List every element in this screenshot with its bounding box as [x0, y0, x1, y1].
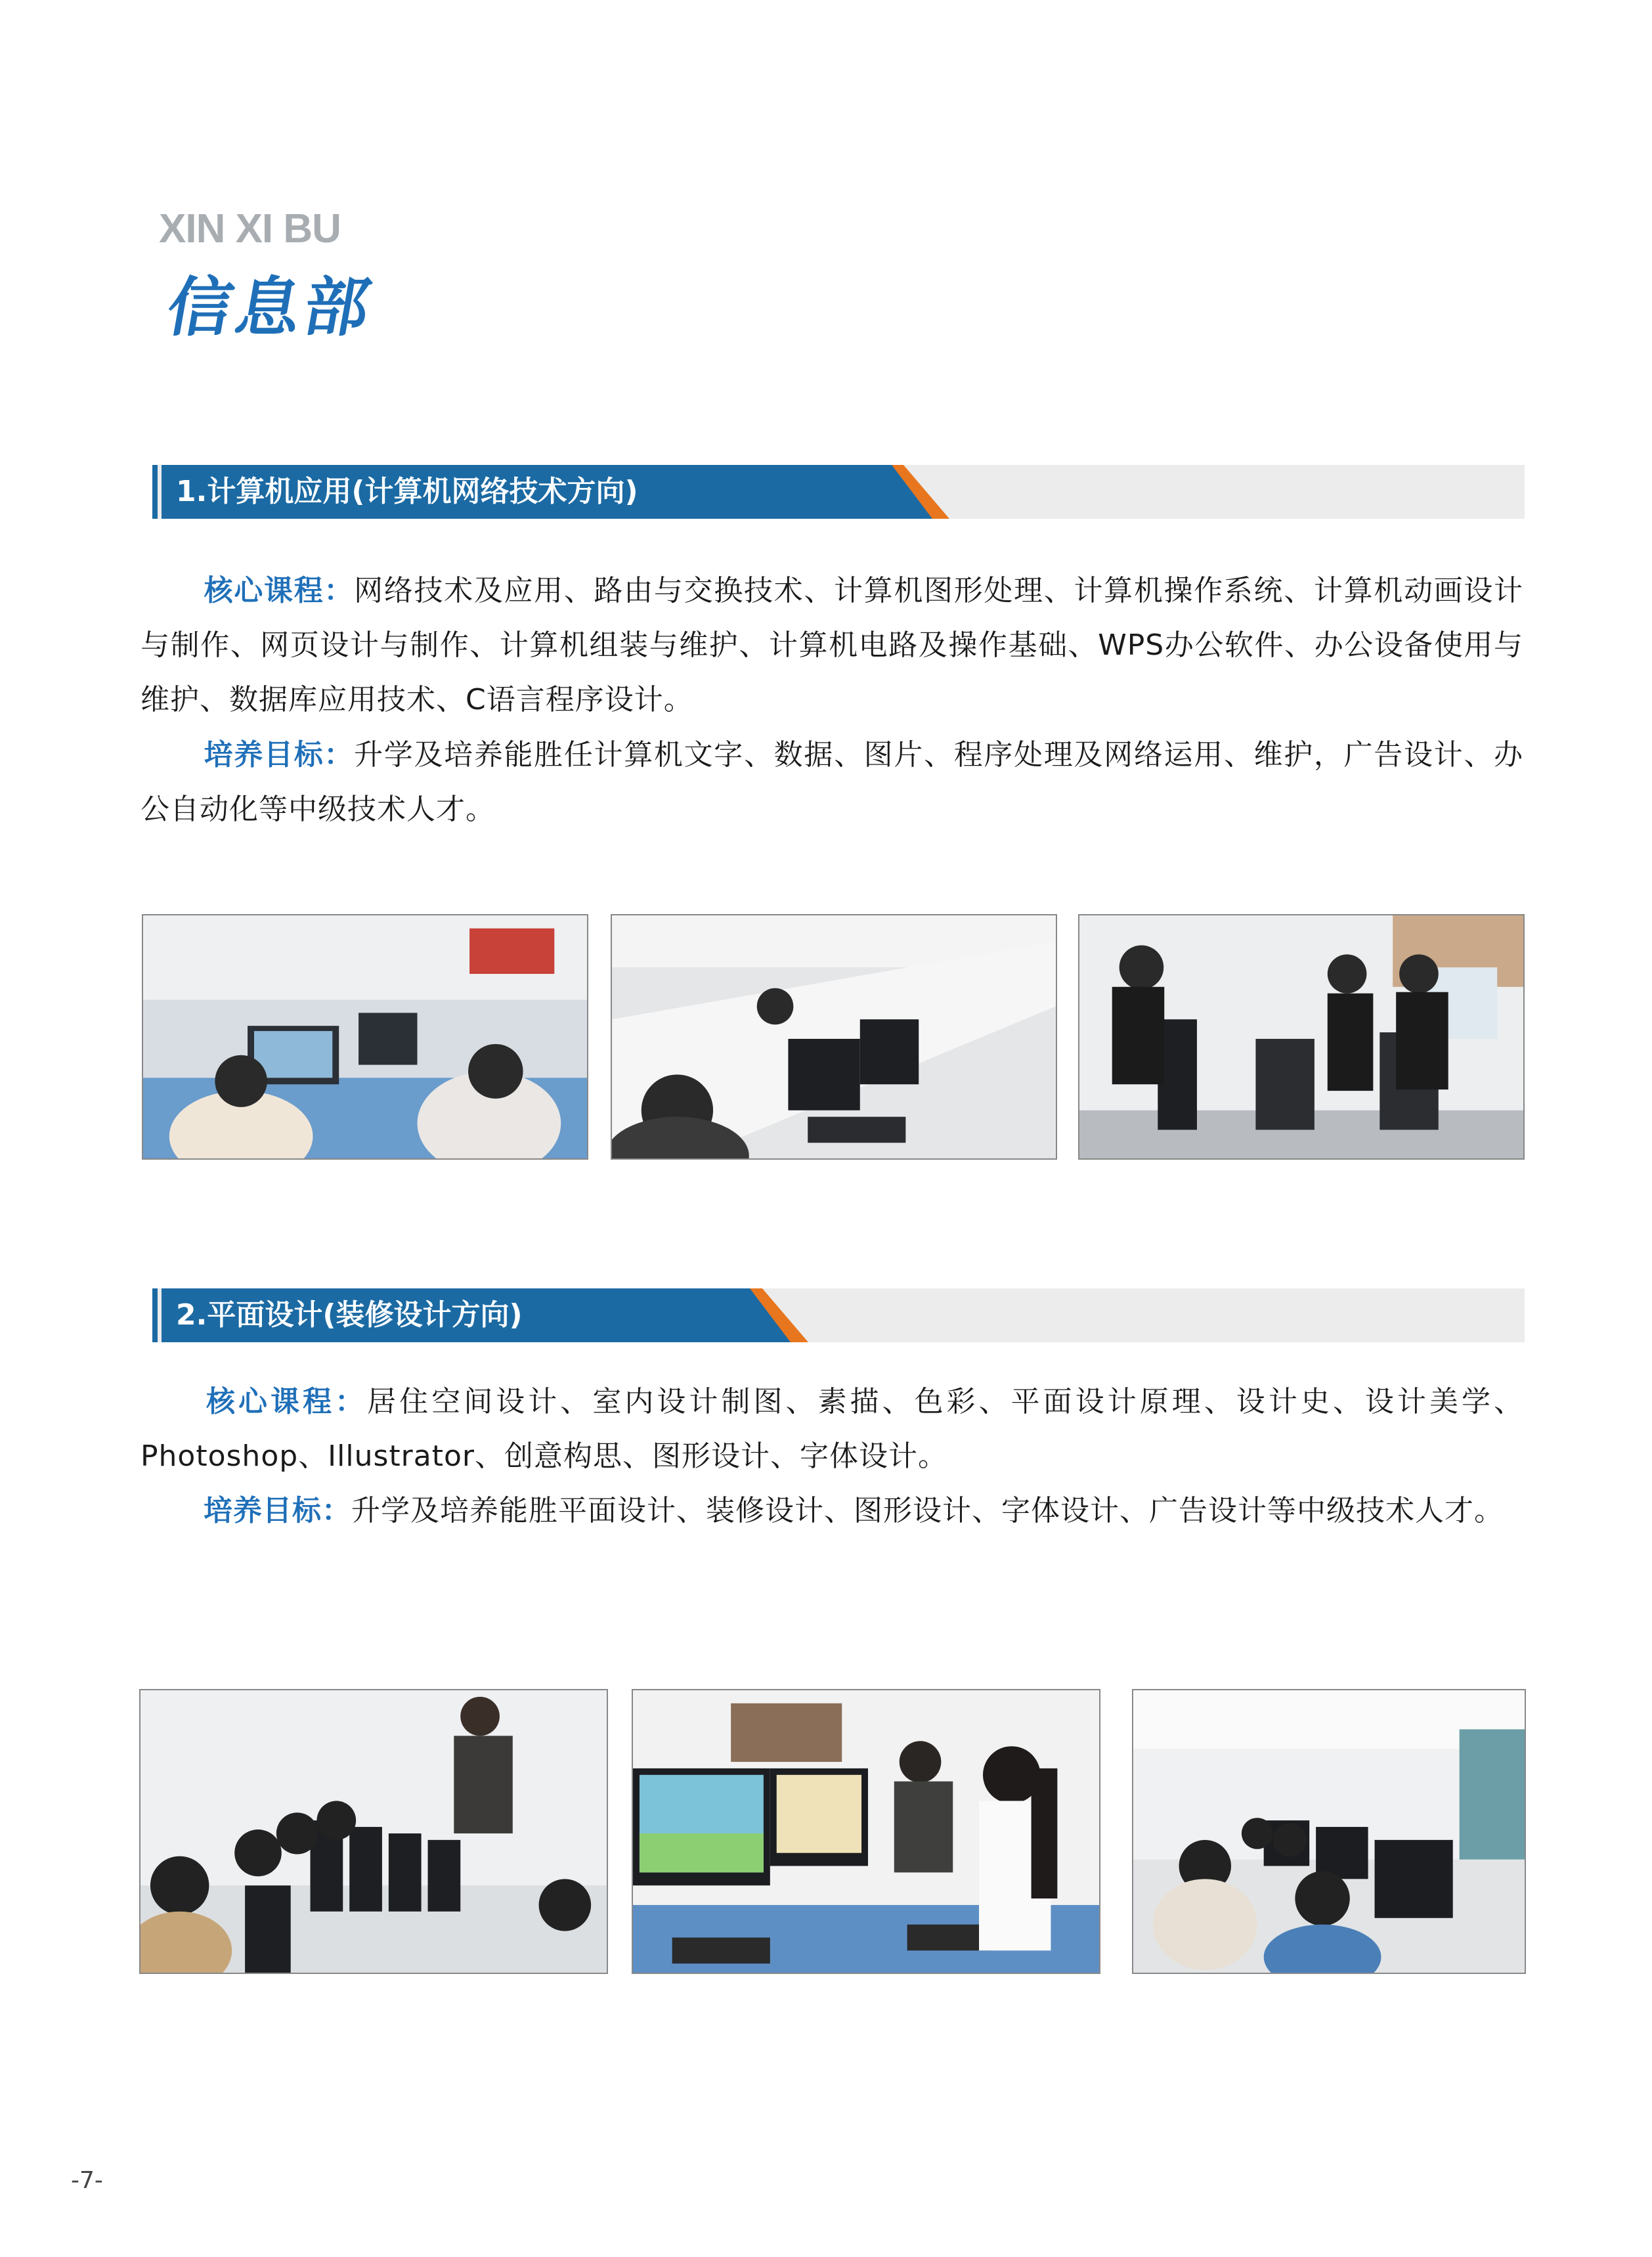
goal-label: 培养目标：: [204, 1494, 351, 1527]
section-heading-bar-1: [152, 465, 1525, 519]
core-label: 核心课程：: [204, 1385, 368, 1418]
classroom-photo-4: [139, 1689, 608, 1974]
classroom-photo-5: [632, 1689, 1100, 1974]
header-pinyin: XIN XI BU: [159, 206, 341, 252]
core-label: 核心课程：: [204, 574, 355, 607]
goal-text: 升学及培养能胜平面设计、装修设计、图形设计、字体设计、广告设计等中级技术人才。: [351, 1494, 1504, 1527]
section-2-training-goal: [141, 1483, 1523, 1538]
section-heading-1: 1.计算机应用(计算机网络技术方向): [176, 475, 638, 508]
classroom-photo-3: [1078, 914, 1525, 1160]
classroom-photo-2: [611, 914, 1057, 1160]
classroom-photo-1: [142, 914, 588, 1160]
section-heading-bar-2: [152, 1288, 1525, 1342]
classroom-photo-6: [1132, 1689, 1526, 1974]
section-1-core-courses: [141, 563, 1523, 727]
section-1-training-goal: [141, 728, 1523, 837]
core-text: 网络技术及应用、路由与交换技术、计算机图形处理、计算机操作系统、计算机动画设计与制作、网页设计与制作、计算机组装与维护、计算机电路及操作基础、WPS办公软件、办公设备使用与维护、数据库应用技术、C语言程序设计。: [141, 574, 1523, 716]
page-number: -7-: [71, 2167, 103, 2194]
goal-text: 升学及培养能胜任计算机文字、数据、图片、程序处理及网络运用、维护，广告设计、办公自动化等中级技术人才。: [141, 738, 1523, 826]
goal-label: 培养目标：: [204, 738, 355, 772]
section-heading-2: 2.平面设计(装修设计方向): [176, 1298, 523, 1332]
department-title: 信息部: [161, 271, 380, 345]
core-text: 居住空间设计、室内设计制图、素描、色彩、平面设计原理、设计史、设计美学、Photoshop、Illustrator、创意构思、图形设计、字体设计。: [141, 1385, 1524, 1473]
section-2-core-courses: [141, 1374, 1523, 1483]
